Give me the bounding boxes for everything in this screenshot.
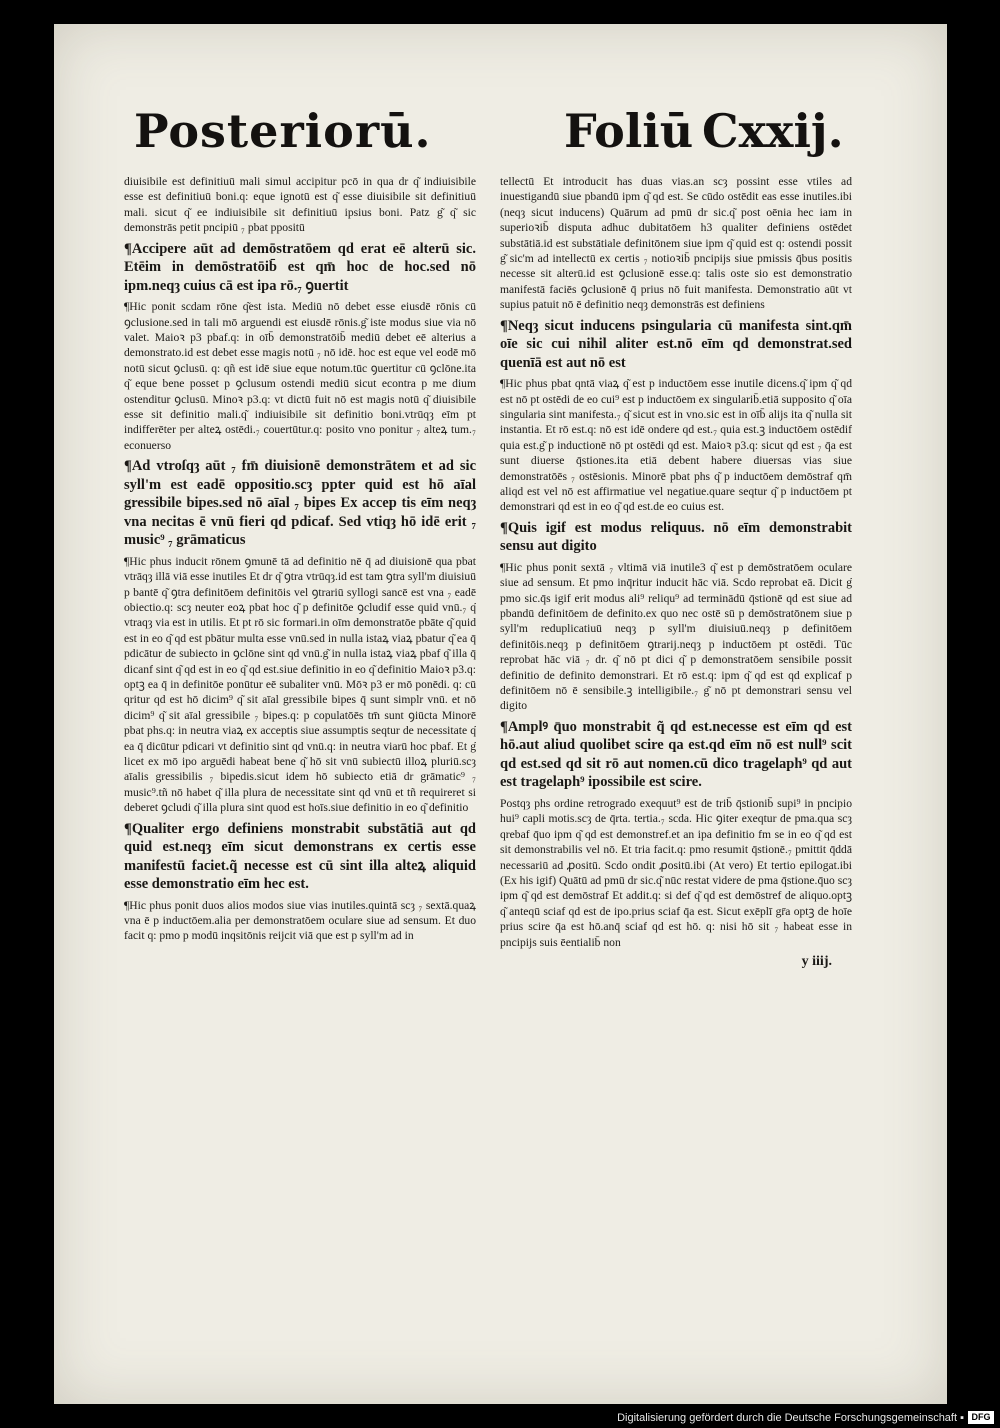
right-column [500,174,852,1254]
commentary-paragraph: ¶Hic ponit scdam rōne q͂est ista. Mediū nō debet esse eiusdē rōnis cū ꝯclusione.sed in tali mō arguendi est eiusdē rōnis.g͂ iste modus siue via nō valet. Maioꝛ p3 pbaf.q: in oīb̄ demonstratōib̄ mediū debet eē alterius a demonstrato.id est debet esse magis notū ₇ nō idē. hoc est eque vel eodē mō notū sicut ꝯclusū. q: qñ est idē siue eque notum.tūc ꝯuertitur cū ꝯclōne.ita q͂ eque bene posset p ꝯclusum ostendi mediū sicut econtra p me dium ostenditur ꝯclusū. Minoꝛ p3.q: vt dictū fuit nō est magis notū q͂ diuisibile esse sit definitio mali.q͂ indiuisibile sit definitio boni.vtrūqȝ eīm pt indifferēter per alteꝝ ostēdi.₇ couertūtur.q: posito vno ponitur ₇ alteꝝ tum.₇ econuerso [124,300,476,452]
text-paragraph: ¶Qualiter ergo definiens monstrabit substātiā aut qd quid est.neqȝ eīm sicut demonstrans ex certis esse manifestū faciet.q͂ necesse est cū sint illa alteꝝ aliquid esse demonstratio eīm hec est. [124,820,476,893]
folio-label: Foliū [564,104,694,158]
text-paragraph: ¶Amplꝰ q̄uo monstrabit q͂ qd est.necesse est eīm qd est hō.aut aliud quolibet scire qa est.qd eīm nō est null⁹ scit qd est.sed qd sit rō aut nomen.cū dico tragelaph⁹ qd aut est tragelaph⁹ ipossibile est scire. [500,718,852,791]
commentary-paragraph: Postqȝ phs ordine retrogrado exequut⁹ est de trib̄ q̄stionib̄ supi⁹ in pncipio hui⁹ capli motis.scȝ de q̄rta. tertia.₇ scda. Hic ꝯiter exeqtur de pma.qua scȝ qrebaf q̄uo ipm q͂ qd est demonstref.et an ipa definitio fm se in eo q͂ qd est sit demonstrabilis vel nō. Et tria facit.q: pmo resumit q̄stionē.₇ pmittit q̄ddā necessariū ad ꝓositū. Scdo ondit ꝓositū.ibi (At vero) Et tertio epilogat.ibi (Ex his igif) Quātū ad pmū dr sic.q͂ nūc restat videre de pma q̄stione.q̄uo scȝ ipm q͂ qd est demōstraf Et addit.q: si def q͂ qd est demōstref de aliquo.optꝫ q͂ anteqū sciaf qd est de ipo.prius sciaf q̄a est. Sicut exēplī gr̄a optꝫ de hoīe prius scire q̄a est hō.anq̄ sciaf qd est hō. q: nisi hō sit ₇ habeat esse in pncipijs suis ēentialib̄ non [500,796,852,949]
running-head: Posteriorū. [134,104,432,158]
folio-number: Cxxij. [702,104,844,158]
text-paragraph: ¶Ad vtroſqȝ aūt ₇ fm̄ diuisionē demonstrātem et ad sic syll'm est eadē oppositio.scȝ ppter quid est hō aīal gressibile bipes.sed nō aīal ₇ bipes Ex accep tis eīm neqȝ vna necitas ē vnū fieri qd pdicaf. Sed vtiqȝ hō idē erit ₇ music⁹ ₇ grāmaticus [124,458,476,549]
text-paragraph: ¶Accipere aūt ad demōstratōem qd erat eē alterū sic. Etēim in demōstratōib̄ est qm̄ hoc de hoc.sed nō ipm.neqȝ cuius cā est ipa rō.₇ ꝯuertit [124,240,476,294]
page-header [124,104,884,184]
signature-mark: y iiij. [801,953,832,969]
commentary-paragraph: ¶Hic phus ponit duos alios modos siue vias inutiles.quintā scȝ ₇ sextā.quaꝝ vna ē p inductōem.alia per demonstratōem oculare siue ad sensum. Et duo facit q: pmo p modū inqsitōnis reijcit viā que est p syll'm ad in [124,898,476,943]
commentary-paragraph: diuisibile est definitiuū mali simul accipitur pcō in qua dr q͂ indiuisibile esse est definitiuū boni.q: eque ignotū est q͂ esse diuisibile sit definitiuū mali. sicut q͂ ee indiuisibile sit definitiuū ipsius boni. Patz g͂ q͂ sic demonstrās petit pncipiū ₇ pbat ppositū [124,175,476,235]
commentary-paragraph: ¶Hic phus pbat qntā viaꝝ q͂ est p inductōem esse inutile dicens.q͂ ipm q͂ qd est nō pt ostēdi de eo cui⁹ est p inductōem ex singularib̄.etiā supposito q͂ oīa singularia sint manifesta.₇ q͂ sicut est in vno.sic est in oīb̄ alijs ita q͂ nulla sit instantia. Et rō est.q: nō est idē ondere qd est.₇ quia est.ꝫ inductōem ostēdif quia est.g͂ p inductionē nō pt ostēdi qd est. Maioꝛ p3.q: sicut qd est ₇ q̄a est sunt diuerse q̄stiones.ita etiā debent habere diuersas vias siue demonstratōēs ₇ ostēsionis. Minorē pbat phs q͂ p inductōem demōstraf qm̄ aliqd est vel nō est affirmatiue vel negatiue.quare seqtur q͂ p inductōem pt demonstrari qd est in eo q͂ qd est.de eo cuius est. [500,377,852,514]
dfg-logo: DFG [968,1411,994,1424]
text-paragraph: ¶Quis igif est modus reliquus. nō eīm demonstrabit sensu aut digito [500,519,852,555]
text-paragraph: ¶Neqȝ sicut inducens psingularia cū manifesta sint.qm̄ oīe sic cui nihil aliter est.nō eīm qd demonstrat.sed quenīā est aut nō est [500,317,852,371]
commentary-paragraph: ¶Hic phus inducit rōnem ꝯmunē tā ad definitio nē q̄ ad diuisionē qua pbat vtrāqȝ illā viā esse inutiles Et dr q͂ ꝯtra vtrūqȝ.id est tam ꝯtra syll'm diuisiuū p bantē q͂ ꝯtra definitōem definitōis vel ꝯtrariū syllogi sancē est vna ₇ eadē obiectio.q: scȝ neuter eoꝝ pbat hoc q͂ p definitōe ꝯcludif esse quid vnū.₇ q͂ vtraqȝ via est in utilis. Et pt rō sic formari.in oīm demonstratōe pbāte q͂ quid est in eo q͂ qd est pbātur multa esse vnū.sed in nulla istaꝝ viaꝝ pbatur q͂ ea q̄ pdicātur de subiecto in ꝯclōne sint qd vnū.g͂ in nulla istaꝝ viaꝝ pbaf q͂ illa q̄ dicanf sint q͂ qd est in eo q͂ qd est.siue definitio in eo q͂ definitio Maioꝛ p3.q: optꝫ ea q̄ in definitōe ponūtur eē subaliter vnū. Mōꝛ p3 er mō ponēdi. q: cū qritur qd est hō dicim⁹ q͂ sit aīal gressibile bipes q̄ sunt simplr vnū. et nō dicim⁹ q͂ sit aīal gressibile ₇ bipes.q: p copulatōēs tm̄ sunt ꝯiūcta Minorē pbat phs.q: in neutra viaꝝ ex acceptis siue assumptis seqtur de necessitate q͂ ea q̄ dicūtur pdicari vt definitio sint qd vnū.q: in neutra viarū hoc pbaf. Et g͂ licet ex mō ipo arguēdi habeat bene q͂ hō sit vnū subiectū illoꝝ pluriū.scȝ aīalis gressibilis ₇ bipedis.sicut idem hō subiecto etiā dr grāmatic⁹ ₇ music⁹.tñ nō habet q͂ illa plura de necessitate sint qd vnū et tñ requireret si deberet ꝯcludi q͂ illa plura sint quod est hoīs.siue definitio in eo q͂ definitio [124,554,476,815]
commentary-paragraph: ¶Hic phus ponit sextā ₇ vltimā viā inutile3 q͂ est p demōstratōem oculare siue ad sensum. Et pmo inq̄ritur inducit hāc viā. Scdo reprobat eā. Dicit g͂ pmo sic.q̄s igif erit modus ali⁹ reliqu⁹ ad terminādū q̄stionē qd est siue ad pbandū definitōem de definito.ex quo nec ostē sū p demōstratōnem siue p syll'm reduplicatiuū neqȝ p syll'm diuisiuū.neqȝ p definitōem definitōis.neqȝ p definitōem ꝯtrarij.neqȝ p inductōem pt ostēdi. Tūc reprobat hāc viā ₇ dr. q͂ nō pt dici q͂ p demonstratōem sensibile possit definitio de definito demonstrari. Et rō est.q: ipm q͂ qd est qd explicaf p definitōem nō ē sensibile.ꝫ intelligibile.₇ g͂ nō pt demonstrari sensu vel digito [500,560,852,713]
funding-credit: Digitalisierung gefördert durch die Deutsche Forschungsgemeinschaft ▪ [617,1412,964,1424]
commentary-paragraph: tellectū Et introducit has duas vias.an scȝ possint esse vtiles ad inuestigandū siue pbandū ipm q͂ qd est. Se cūdo ostēdit eas esse inutiles.ibi (neqȝ sicut inducens) Quārum ad pmū dr sic.q͂ post oēnia hec iam in superioꝛib̄ disputa adhuc dubitatōem h3 qualiter definiens ostēdet substātiā.id est substātiale definitōnem siue ipm q͂ quid est q: ostendi possit g͂ sic'm ad intellectū ex certis ₇ notioꝛib̄ pncipijs siue pmissis q̄bus positis necesse sit alterū.id est ꝯclusionē esse.q: talis oste sio est demonstratio manifestā faciēs ꝯclusionē q̄ prius nō fuit manifesta. Demonstratio aūt vt supius patuit nō ē definitio neqȝ demonstrās est definiens [500,175,852,312]
left-column [124,174,476,1254]
page-scan [54,24,947,1404]
